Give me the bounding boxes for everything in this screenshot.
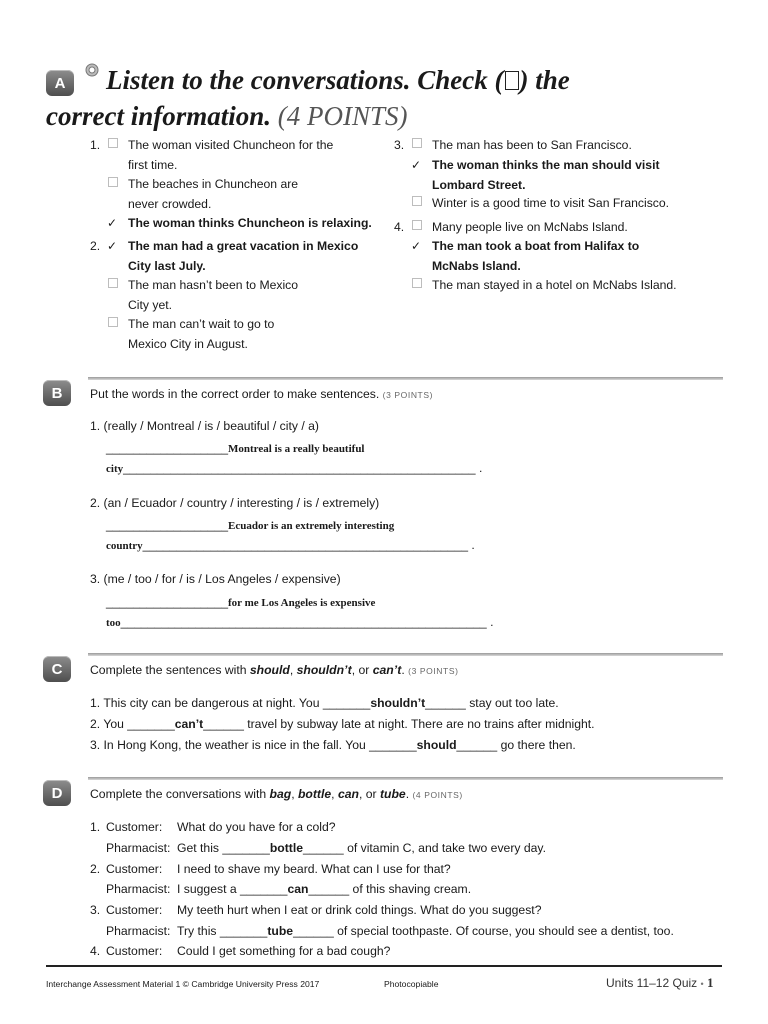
- checkbox-icon[interactable]: [412, 220, 422, 230]
- q1-number: 1.: [90, 138, 101, 152]
- c-item-1[interactable]: 1. This city can be dangerous at night. You _______shouldn’t______ stay out too late.: [90, 696, 559, 710]
- d-line-3-speaker: Customer:: [106, 862, 163, 876]
- b-item-3-prompt: 3. (me / too / for / is / Los Angeles / expensive): [90, 572, 341, 586]
- section-c-instruction: Complete the sentences with should, shouldn’t, or can’t. (3 POINTS): [90, 663, 459, 677]
- section-a-title-line2: correct information. (4 POINTS): [46, 101, 408, 131]
- checkbox-icon[interactable]: [108, 278, 118, 288]
- section-a-points: (4 POINTS): [277, 101, 408, 131]
- footer-photocopiable: Photocopiable: [384, 979, 439, 989]
- section-c-divider: [88, 653, 723, 656]
- d-line-5-speaker: Customer:: [106, 903, 163, 917]
- d-line-2-speaker: Pharmacist:: [106, 841, 171, 855]
- d-line-7-text: Could I get something for a bad cough?: [177, 944, 391, 958]
- q1-option-1[interactable]: [108, 136, 118, 156]
- section-b-instruction: Put the words in the correct order to make sentences. (3 POINTS): [90, 387, 434, 401]
- b-item-1-answer-line2[interactable]: city____________________________________________________ .: [106, 461, 483, 475]
- checkbox-icon[interactable]: [412, 138, 422, 148]
- page-number: 1: [707, 975, 714, 990]
- b-item-1-prompt: 1. (really / Montreal / is / beautiful / city / a): [90, 419, 319, 433]
- q1-option-2[interactable]: [108, 175, 118, 195]
- section-a-title-line1: Listen to the conversations. Check ( ) the: [106, 65, 570, 95]
- q2-option-1-text: The man had a great vacation in Mexico City last July.: [128, 239, 359, 273]
- d-line-3-num: 2.: [90, 862, 101, 876]
- c-item-2[interactable]: 2. You _______can’t______ travel by subway late at night. There are no trains after midnight.: [90, 717, 595, 731]
- footer-copyright: Interchange Assessment Material 1 © Cambridge University Press 2017: [46, 979, 320, 989]
- footer-rule: [46, 965, 722, 967]
- q1-option-3-text: The woman thinks Chuncheon is relaxing.: [128, 216, 372, 230]
- checkmark-icon[interactable]: ✓: [107, 239, 118, 253]
- section-b-divider: [88, 377, 723, 380]
- section-b-badge: B: [43, 380, 71, 406]
- q2-option-2-text: The man hasn’t been to Mexico City yet.: [128, 278, 299, 312]
- checkbox-icon[interactable]: [108, 177, 118, 187]
- checkbox-icon[interactable]: [412, 196, 422, 206]
- d-line-4-speaker: Pharmacist:: [106, 882, 171, 896]
- b-item-1-answer-line1[interactable]: __________________Montreal is a really beautiful: [106, 441, 365, 455]
- q3-option-1-text: The man has been to San Francisco.: [432, 138, 632, 152]
- bullet-icon: •: [700, 979, 704, 989]
- d-line-7-num: 4.: [90, 944, 101, 958]
- q3-option-2-text: The woman thinks the man should visit Lombard Street.: [432, 158, 660, 192]
- q3-option-1[interactable]: [412, 136, 422, 156]
- checkmark-icon[interactable]: ✓: [107, 216, 118, 230]
- d-line-6-speaker: Pharmacist:: [106, 924, 171, 938]
- section-d-badge: D: [43, 780, 71, 806]
- d-line-3-text: I need to shave my beard. What can I use for that?: [177, 862, 451, 876]
- d-line-6-text[interactable]: Try this _______tube______ of special toothpaste. Of course, you should see a dentist, too.: [177, 924, 674, 938]
- q2-option-3-text: The man can’t wait to go to Mexico City in August.: [128, 317, 275, 351]
- b-item-3-answer-line1[interactable]: __________________for me Los Angeles is expensive: [106, 595, 376, 609]
- q2-option-2[interactable]: [108, 276, 118, 296]
- q4-option-1-text: Many people live on McNabs Island.: [432, 220, 628, 234]
- section-c-badge: C: [43, 656, 71, 682]
- c-item-3[interactable]: 3. In Hong Kong, the weather is nice in the fall. You _______should______ go there then.: [90, 738, 576, 752]
- d-line-5-num: 3.: [90, 903, 101, 917]
- d-line-2-text[interactable]: Get this _______bottle______ of vitamin C, and take two every day.: [177, 841, 546, 855]
- b-item-3-answer-line2[interactable]: too______________________________________________________ .: [106, 615, 494, 629]
- q4-option-3-text: The man stayed in a hotel on McNabs Island.: [432, 278, 677, 292]
- d-line-7-speaker: Customer:: [106, 944, 163, 958]
- q3-number: 3.: [394, 138, 405, 152]
- q2-number: 2.: [90, 239, 101, 253]
- audio-icon: [85, 63, 99, 77]
- q4-option-1[interactable]: [412, 218, 422, 238]
- q3-option-3[interactable]: [412, 194, 422, 214]
- q1-option-2-text: The beaches in Chuncheon are never crowded.: [128, 177, 299, 211]
- d-line-1-num: 1.: [90, 820, 101, 834]
- b-item-2-prompt: 2. (an / Ecuador / country / interesting / is / extremely): [90, 496, 380, 510]
- b-item-2-answer-line1[interactable]: __________________Ecuador is an extremely interesting: [106, 518, 395, 532]
- b-item-2-answer-line2[interactable]: country________________________________________________ .: [106, 538, 475, 552]
- check-box-icon: [505, 71, 519, 90]
- section-d-points: (4 POINTS): [412, 790, 463, 800]
- q3-option-3-text: Winter is a good time to visit San Francisco.: [432, 196, 670, 210]
- d-line-1-text: What do you have for a cold?: [177, 820, 336, 834]
- section-c-points: (3 POINTS): [408, 666, 459, 676]
- q2-option-3[interactable]: [108, 315, 118, 335]
- q1-option-1-text: The woman visited Chuncheon for the first time.: [128, 138, 334, 172]
- q4-number: 4.: [394, 220, 405, 234]
- checkbox-icon[interactable]: [412, 278, 422, 288]
- checkmark-icon[interactable]: ✓: [411, 239, 422, 253]
- checkbox-icon[interactable]: [108, 138, 118, 148]
- footer-page-info: Units 11–12 Quiz • 1: [606, 975, 714, 990]
- q4-option-3[interactable]: [412, 276, 422, 296]
- section-d-divider: [88, 777, 723, 780]
- section-a-badge: A: [46, 70, 74, 96]
- d-line-4-text[interactable]: I suggest a _______can______ of this shaving cream.: [177, 882, 472, 896]
- q4-option-2-text: The man took a boat from Halifax to McNabs Island.: [432, 239, 640, 273]
- section-d-instruction: Complete the conversations with bag, bottle, can, or tube. (4 POINTS): [90, 787, 463, 801]
- section-b-points: (3 POINTS): [382, 390, 434, 400]
- d-line-5-text: My teeth hurt when I eat or drink cold things. What do you suggest?: [177, 903, 542, 917]
- d-line-1-speaker: Customer:: [106, 820, 163, 834]
- checkmark-icon[interactable]: ✓: [411, 158, 422, 172]
- checkbox-icon[interactable]: [108, 317, 118, 327]
